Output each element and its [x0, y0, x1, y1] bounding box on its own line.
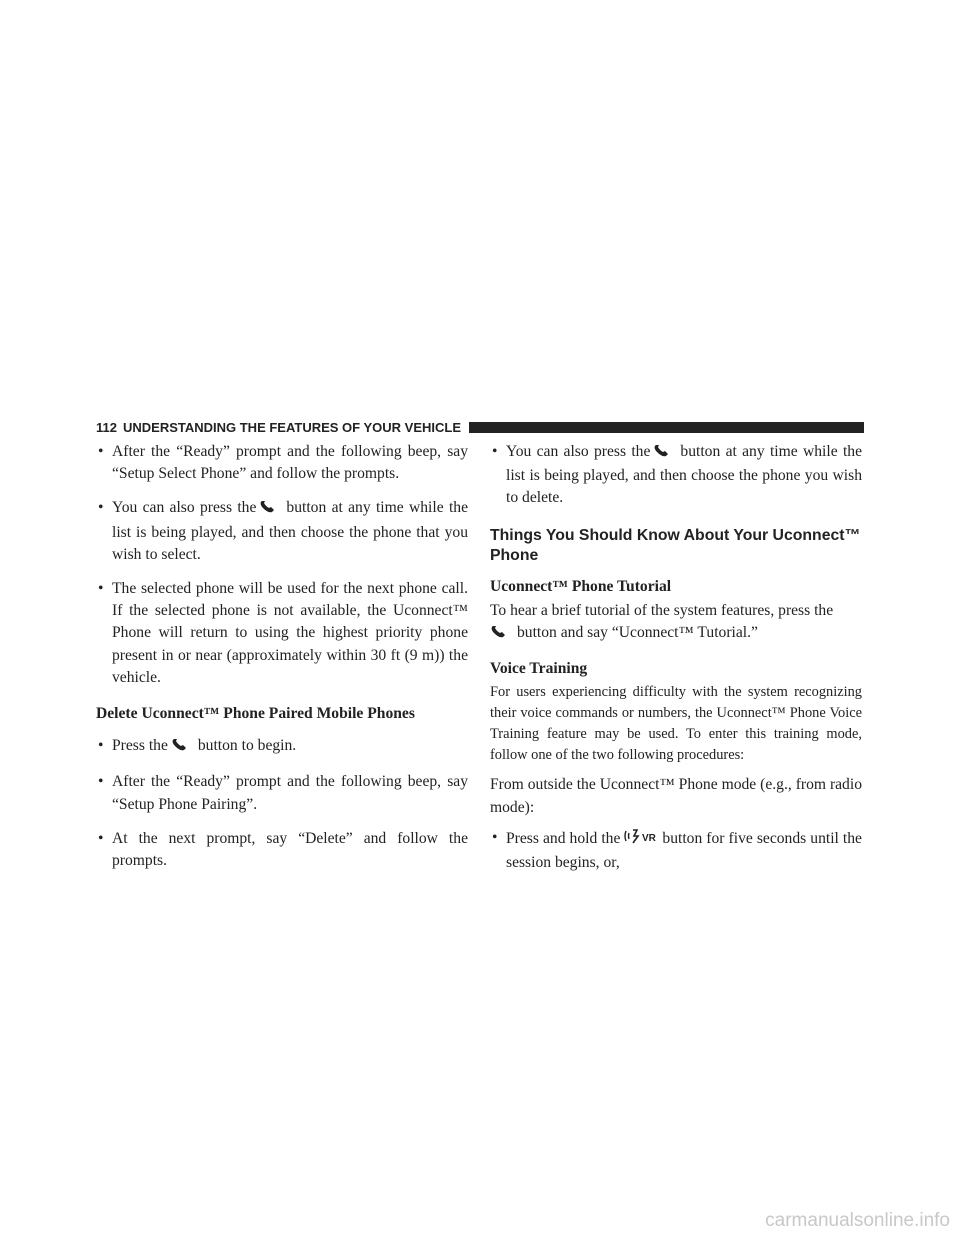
page-header [96, 418, 864, 436]
list-item: • The selected phone will be used for the next phone call. If the selected phone is not available, the Uconnect™ Phone will return to using the highest priority phone present in or near (approximately within 30 ft (9 m)) the vehicle. [98, 580, 468, 686]
page-number: 112 [96, 419, 117, 435]
list-item: • At the next prompt, say “Delete” and follow the prompts. [98, 829, 468, 870]
phone-icon [653, 443, 677, 465]
list-item: • Press the button to begin. [96, 735, 468, 759]
phone-icon [259, 499, 283, 521]
svg-text:VR: VR [642, 832, 657, 844]
list-item: • You can also press the button at any time while the list is being played, and then choose the phone you wish to delete. [492, 443, 862, 507]
left-column [96, 441, 468, 884]
list-item: • Press and hold the VR button for five seconds until the session begins, or, [492, 828, 862, 872]
paragraph: For users experiencing difficulty with the system recognizing their voice commands or numbers, the Uconnect™ Phone Voice Training feature may be used. To enter this training mode, follow one of the two following procedures: [490, 684, 862, 764]
paragraph: From outside the Uconnect™ Phone mode (e.g., from radio mode): [490, 776, 862, 816]
phone-icon [171, 737, 195, 759]
paragraph: To hear a brief tutorial of the system features, press the button and say “Uconnect™ Tutorial.” [490, 600, 862, 646]
subsection-heading: Voice Training [490, 660, 588, 678]
list-item: • You can also press the button at any time while the list is being played, and then choose the phone that you wish to select. [98, 499, 468, 563]
header-rule [469, 422, 864, 433]
subsection-heading: Uconnect™ Phone Tutorial [490, 577, 672, 595]
list-item: • After the “Ready” prompt and the following beep, say “Setup Select Phone” and follow the prompts. [98, 443, 468, 483]
list-item: • After the “Ready” prompt and the following beep, say “Setup Phone Pairing”. [98, 773, 468, 813]
right-column [490, 441, 862, 886]
chapter-title: UNDERSTANDING THE FEATURES OF YOUR VEHICLE [122, 419, 462, 435]
subsection-heading: Delete Uconnect™ Phone Paired Mobile Phones [96, 705, 415, 723]
phone-icon [490, 624, 514, 646]
voice-command-icon [623, 827, 659, 852]
watermark: carmanualsonline.info [765, 1210, 950, 1231]
section-heading: Things You Should Know About Your Uconnect™ Phone [490, 526, 861, 564]
